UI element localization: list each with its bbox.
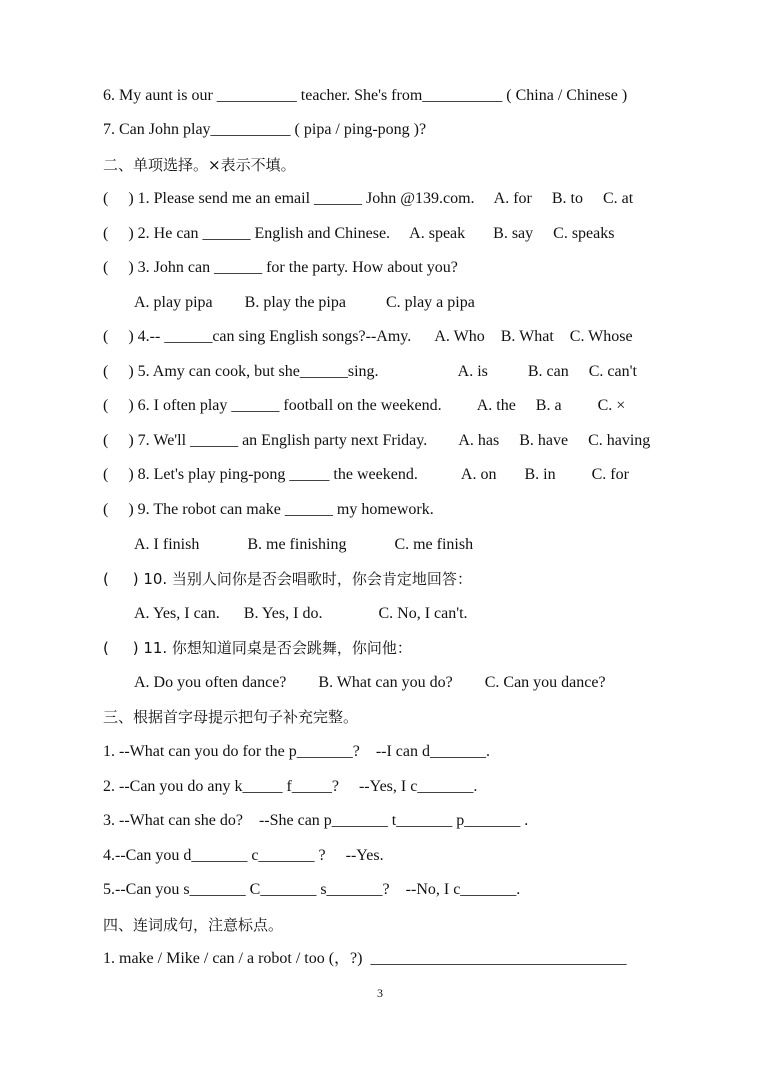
fill-question-2: 2. --Can you do any k_____ f_____? --Yes, I c_______. — [103, 778, 478, 795]
mc-question-8: ( ) 8. Let's play ping-pong _____ the weekend. A. on B. in C. for — [103, 466, 629, 483]
fill-question-3: 3. --What can she do? --She can p_______ t_______ p_______ . — [103, 812, 529, 829]
mc-question-4: ( ) 4.-- ______can sing English songs?--Amy. A. Who B. What C. Whose — [103, 328, 633, 345]
mc-question-6: ( ) 6. I often play ______ football on the weekend. A. the B. a C. × — [103, 397, 626, 414]
section-4-heading: 四、连词成句，注意标点。 — [103, 916, 284, 934]
section-2-heading: 二、单项选择。×表示不填。 — [103, 156, 296, 174]
mc-question-1: ( ) 1. Please send me an email ______ John @139.com. A. for B. to C. at — [103, 190, 634, 207]
mc-question-11: ( ) 11. 你想知道同桌是否会跳舞，你问他： — [103, 639, 412, 657]
page-number: 3 — [377, 986, 383, 1000]
mc-question-9-options: A. I finish B. me finishing C. me finish — [134, 536, 474, 553]
mc-question-10-options: A. Yes, I can. B. Yes, I do. C. No, I can't. — [134, 605, 468, 622]
mc-question-9: ( ) 9. The robot can make ______ my homework. — [103, 501, 434, 518]
fill-question-4: 4.--Can you d_______ c_______ ? --Yes. — [103, 847, 384, 864]
mc-question-2: ( ) 2. He can ______ English and Chinese. A. speak B. say C. speaks — [103, 225, 615, 242]
mc-question-3-options: A. play pipa B. play the pipa C. play a pipa — [134, 294, 475, 311]
question-6-line: 6. My aunt is our __________ teacher. She's from__________ ( China / Chinese ) — [103, 87, 628, 104]
sentence-question-1: 1. make / Mike / can / a robot / too (，?) ________________________________ — [103, 950, 627, 967]
mc-question-10: ( ) 10. 当别人问你是否会唱歌时，你会肯定地回答： — [103, 570, 472, 588]
mc-question-3: ( ) 3. John can ______ for the party. How about you? — [103, 259, 458, 276]
question-7-line: 7. Can John play__________ ( pipa / ping-pong )? — [103, 121, 427, 138]
fill-question-1: 1. --What can you do for the p_______? --I can d_______. — [103, 743, 490, 760]
fill-question-5: 5.--Can you s_______ C_______ s_______? --No, I c_______. — [103, 881, 521, 898]
mc-question-7: ( ) 7. We'll ______ an English party next Friday. A. has B. have C. having — [103, 432, 651, 449]
section-3-heading: 三、根据首字母提示把句子补充完整。 — [103, 708, 359, 726]
mc-question-11-options: A. Do you often dance? B. What can you do? C. Can you dance? — [134, 674, 606, 691]
mc-question-5: ( ) 5. Amy can cook, but she______sing. A. is B. can C. can't — [103, 363, 637, 380]
